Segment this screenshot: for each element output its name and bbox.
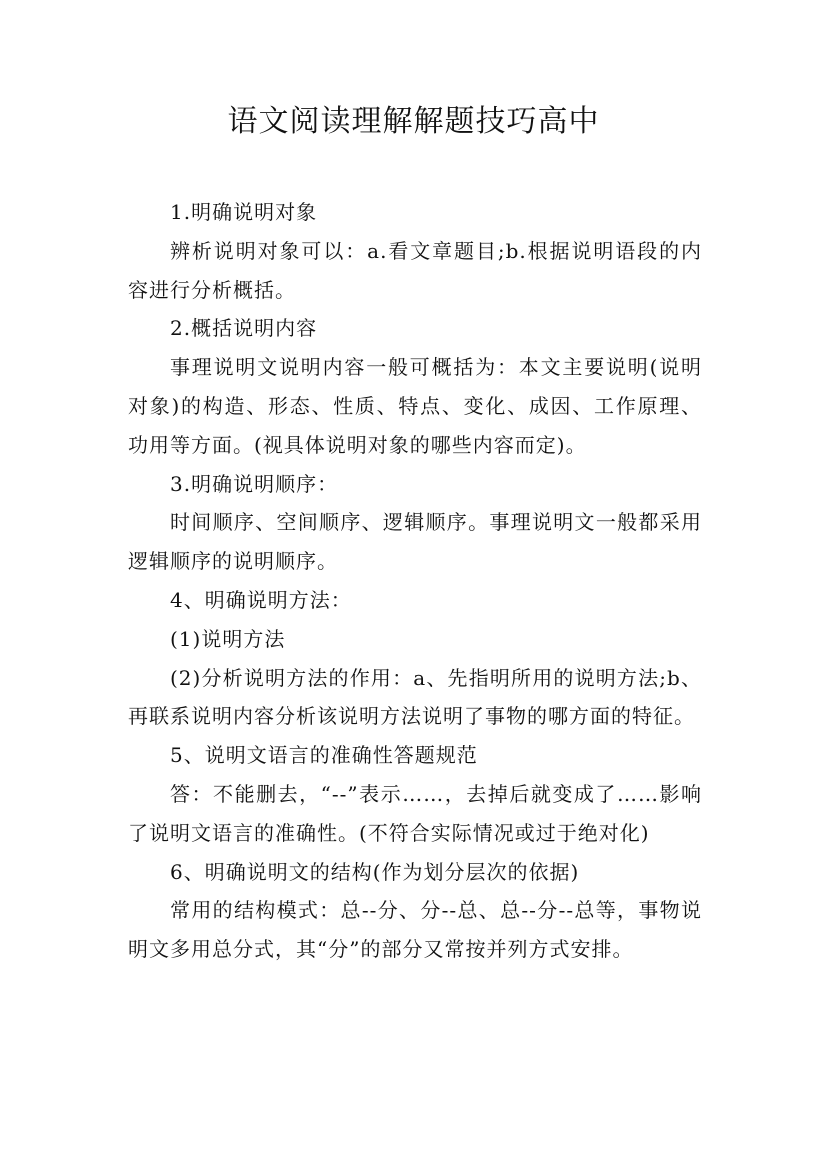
paragraph-heading-1: 1.明确说明对象	[170, 200, 318, 224]
paragraph: 事理说明文说明内容一般可概括为：本文主要说明(说明对象)的构造、形态、性质、特点、变化、成因、工作原理、功用等方面。(视具体说明对象的哪些内容而定)。	[128, 355, 702, 457]
paragraph-heading-6: 6、明确说明文的结构(作为划分层次的依据)	[170, 859, 580, 884]
paragraph-subheading: (1)说明方法	[170, 626, 286, 651]
document-title: 语文阅读理解解题技巧高中	[227, 104, 600, 139]
paragraph-heading-4: 4、明确说明方法：	[170, 587, 352, 612]
paragraph: (2)分析说明方法的作用：a、先指明所用的说明方法;b、再联系说明内容分析该说明方法说明了事物的哪方面的特征。	[128, 665, 702, 729]
paragraph: 时间顺序、空间顺序、逻辑顺序。事理说明文一般都采用逻辑顺序的说明顺序。	[128, 510, 702, 574]
paragraph: 辨析说明对象可以：a.看文章题目;b.根据说明语段的内容进行分析概括。	[128, 238, 702, 302]
paragraph-heading-3: 3.明确说明顺序：	[170, 471, 339, 496]
document-body	[128, 193, 702, 969]
paragraph: 常用的结构模式：总--分、分--总、总--分--总等，事物说明文多用总分式，其“分”的部分又常按并列方式安排。	[128, 898, 702, 962]
paragraph-heading-5: 5、说明文语言的准确性答题规范	[170, 743, 478, 768]
paragraph: 答：不能删去，“--”表示……，去掉后就变成了……影响了说明文语言的准确性。(不符合实际情况或过于绝对化)	[128, 781, 702, 845]
paragraph-heading-2: 2.概括说明内容	[170, 316, 318, 341]
